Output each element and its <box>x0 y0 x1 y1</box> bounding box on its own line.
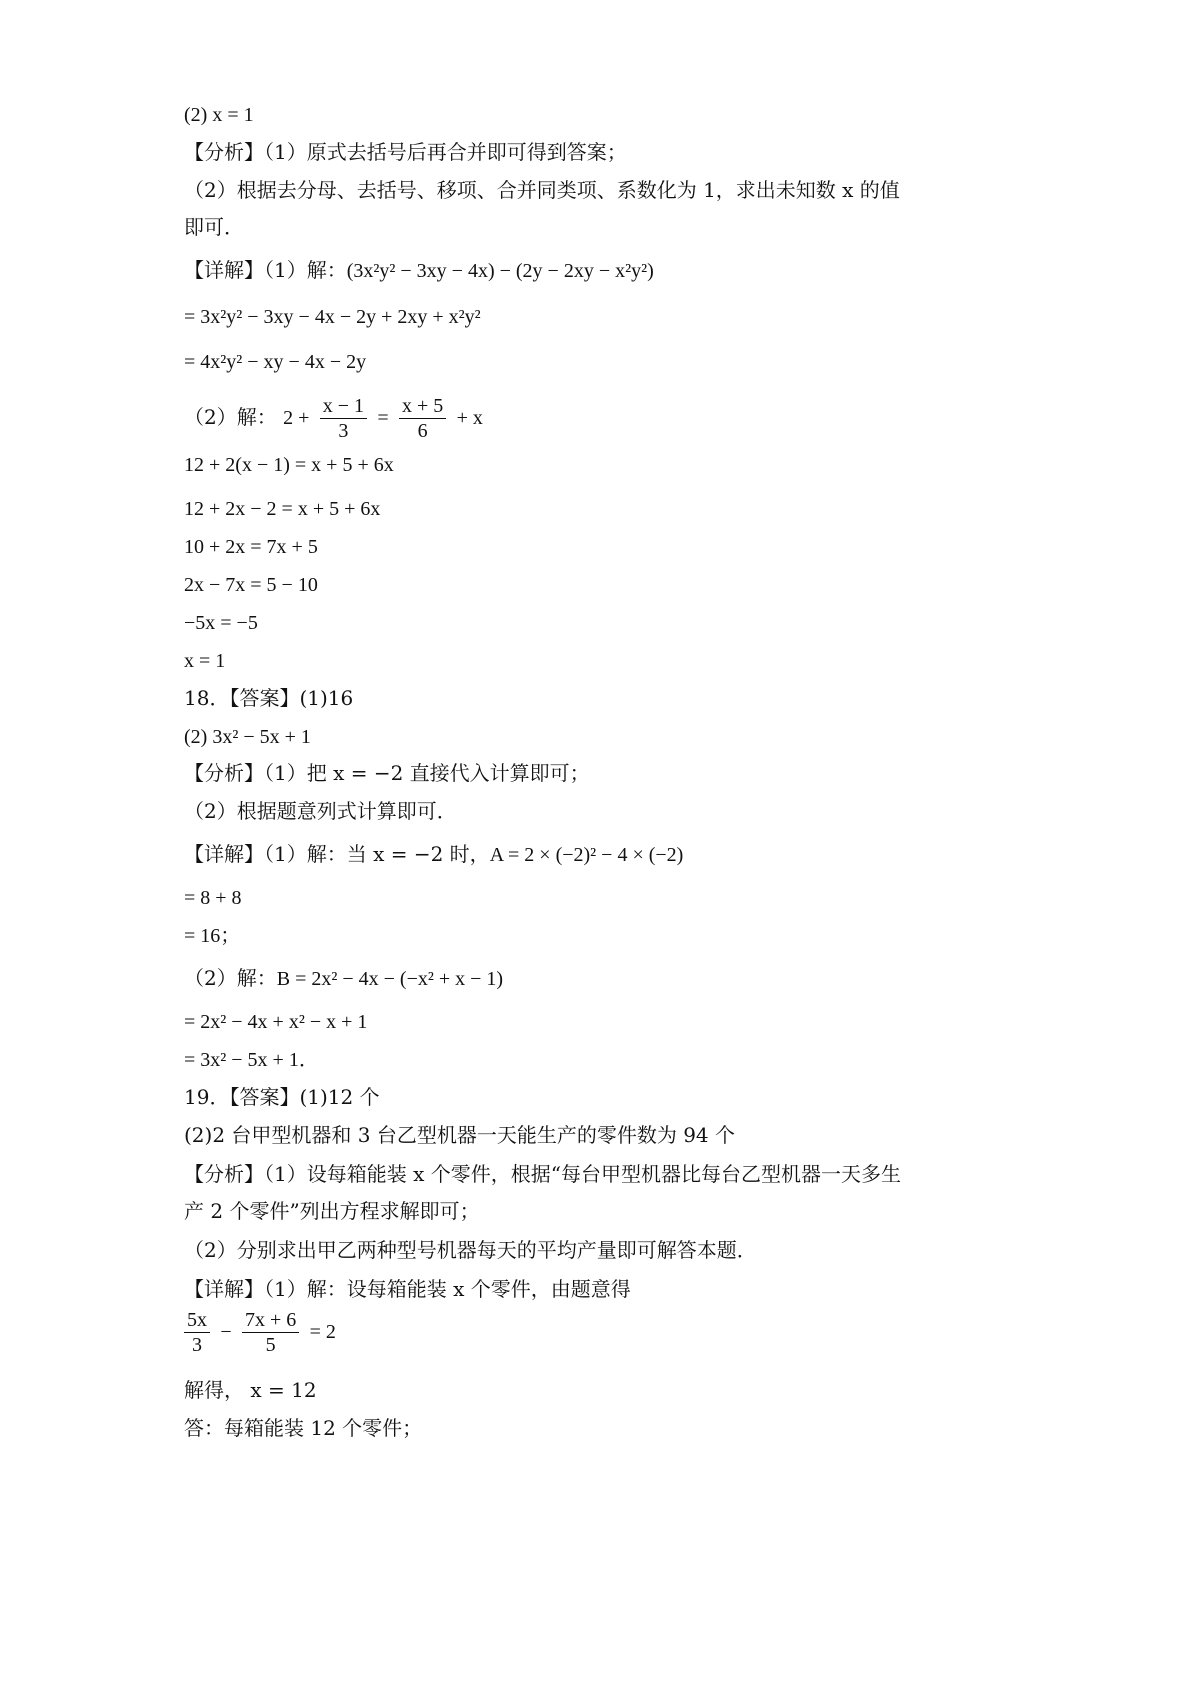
fraction-numerator: 5x <box>184 1308 210 1333</box>
fraction <box>399 394 446 443</box>
analysis-18-part1: 【分析】（1）把 x = −2 直接代入计算即可； <box>184 761 590 785</box>
solution-18-part2 <box>184 966 503 990</box>
math-expression: B = 2x² − 4x − (−x² + x − 1) <box>276 968 504 990</box>
solution-step: = 2x² − 4x + x² − x + 1 <box>184 1011 368 1033</box>
analysis-19-part2: （2）分别求出甲乙两种型号机器每天的平均产量即可解答本题． <box>184 1238 757 1262</box>
solution-step: x = 1 <box>184 650 226 672</box>
analysis-19-part1: 【分析】（1）设每箱能装 x 个零件，根据“每台甲型机器比每台乙型机器一天多生 <box>184 1162 901 1186</box>
fraction <box>242 1308 299 1357</box>
solution-step: = 4x²y² − xy − 4x − 2y <box>184 351 367 373</box>
fraction-denominator: 5 <box>265 1334 276 1356</box>
solution-label: （2）解： <box>184 966 277 990</box>
equation-19 <box>180 1306 336 1356</box>
answer-statement: 答：每箱能装 12 个零件； <box>184 1416 423 1440</box>
answer-19-part2: (2)2 台甲型机器和 3 台乙型机器一天能生产的零件数为 94 个 <box>184 1123 736 1147</box>
solution-step: 2x − 7x = 5 − 10 <box>184 574 318 596</box>
fraction-numerator: 7x + 6 <box>242 1308 299 1333</box>
math-term: + x <box>456 407 483 429</box>
solution-step: 12 + 2(x − 1) = x + 5 + 6x <box>184 454 394 476</box>
fraction-denominator: 3 <box>192 1334 202 1356</box>
solution-step: −5x = −5 <box>184 612 258 634</box>
math-term: = 2 <box>309 1321 336 1343</box>
fraction-numerator: x + 5 <box>399 394 446 419</box>
solution-17-part1 <box>184 258 654 282</box>
math-term: − <box>220 1321 232 1343</box>
solution-label: 【详解】（1）解：当 x = −2 时， <box>184 842 490 866</box>
math-term: 2 + <box>283 407 310 429</box>
math-expression: A = 2 × (−2)² − 4 × (−2) <box>489 844 684 866</box>
solution-step: = 3x²y² − 3xy − 4x − 2y + 2xy + x²y² <box>184 306 481 328</box>
solution-18-part1 <box>184 842 683 866</box>
solution-step: = 8 + 8 <box>184 887 242 909</box>
answer-18-part1: 18．【答案】(1)16 <box>184 686 354 710</box>
solution-label: 【详解】（1）解： <box>184 258 347 282</box>
answer-17-part2: (2) x = 1 <box>184 104 254 126</box>
math-expression: (3x²y² − 3xy − 4x) − (2y − 2xy − x²y²) <box>346 260 654 282</box>
solution-label: （2）解： <box>184 405 277 429</box>
fraction-numerator: x − 1 <box>320 394 367 419</box>
analysis-19-part1-cont: 产 2 个零件”列出方程求解即可； <box>184 1199 480 1223</box>
solution-19-part1: 【详解】（1）解：设每箱能装 x 个零件，由题意得 <box>184 1277 631 1301</box>
solution-step: 10 + 2x = 7x + 5 <box>184 536 318 558</box>
solution-step: 解得， x = 12 <box>184 1378 317 1402</box>
math-term: = <box>377 407 389 429</box>
solution-step: = 3x² − 5x + 1． <box>184 1049 319 1071</box>
analysis-17-part1: 【分析】（1）原式去括号后再合并即可得到答案； <box>184 140 627 164</box>
solution-17-part2 <box>184 392 483 442</box>
solution-step: 12 + 2x − 2 = x + 5 + 6x <box>184 498 381 520</box>
fraction <box>320 394 367 443</box>
fraction <box>184 1308 210 1357</box>
analysis-17-part2-cont: 即可． <box>184 215 244 239</box>
fraction-denominator: 6 <box>417 420 428 442</box>
answer-19-part1: 19．【答案】(1)12 个 <box>184 1085 380 1109</box>
fraction-denominator: 3 <box>338 420 349 442</box>
analysis-17-part2: （2）根据去分母、去括号、移项、合并同类项、系数化为 1，求出未知数 x 的值 <box>184 178 900 202</box>
analysis-18-part2: （2）根据题意列式计算即可． <box>184 799 457 823</box>
solution-step: = 16； <box>184 925 241 947</box>
answer-18-part2: (2) 3x² − 5x + 1 <box>184 726 311 748</box>
